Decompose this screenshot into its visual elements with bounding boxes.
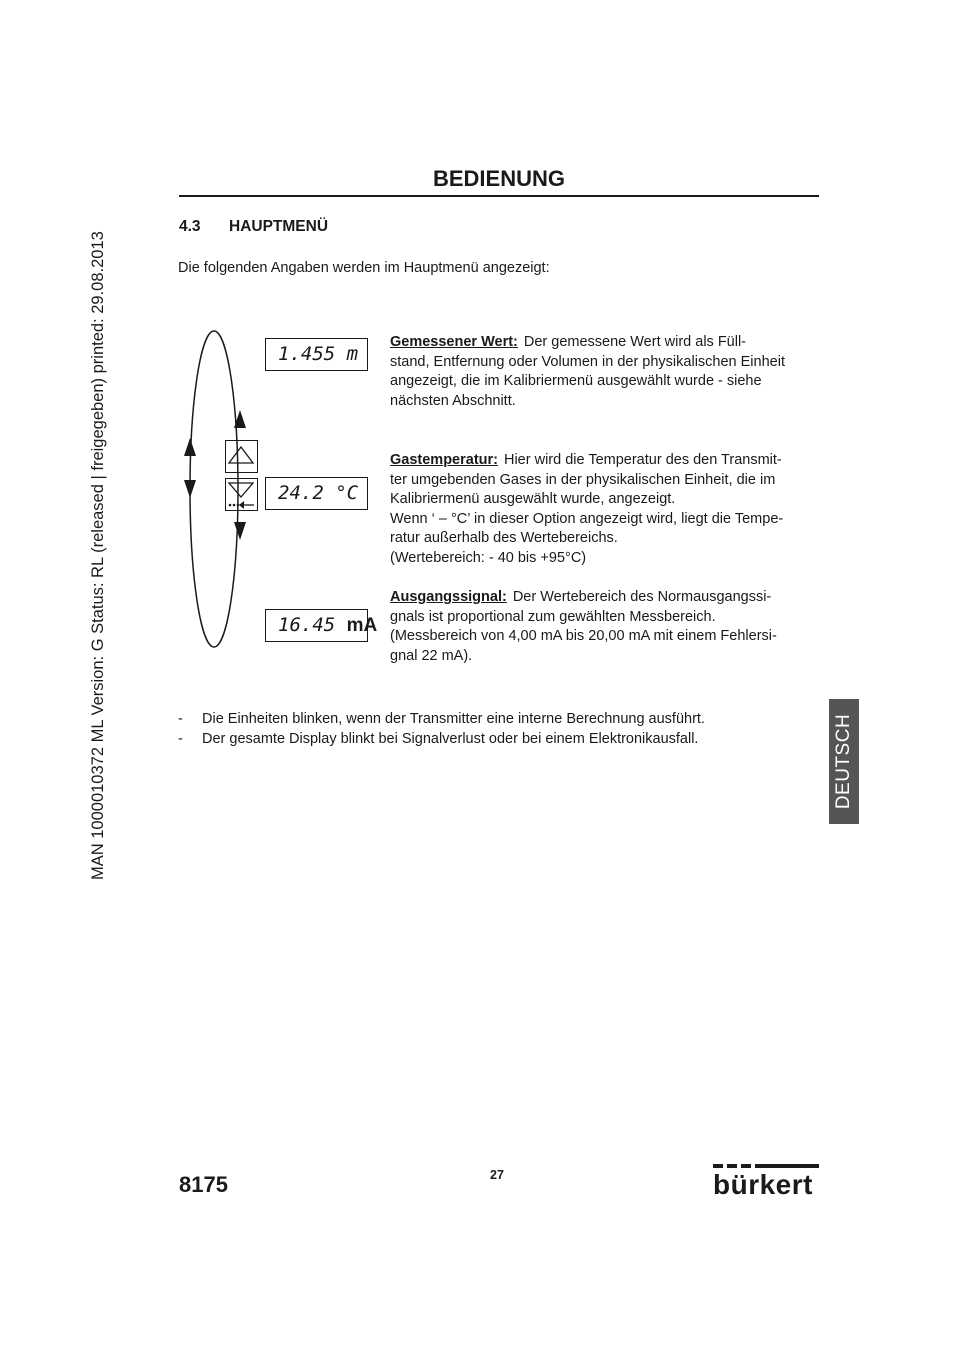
output-value: 16.45: [278, 614, 336, 636]
section-title: HAUPTMENÜ: [229, 218, 329, 235]
language-tab: [829, 699, 859, 824]
paragraph-output-signal: Ausgangssignal: Der Wertebereich des Normausgangssi- gnals ist proportional zum gewählten Messbereich. (Messbereich von 4,00 mA bis 20,00 mA mit einem Fehlersi- gnal 22 mA).: [390, 589, 777, 664]
display-measured-value: [265, 338, 368, 371]
loop-arrow-down-icon: [184, 480, 196, 498]
label-gas-temperature: Gastemperatur:: [390, 452, 498, 468]
display-output-signal: [265, 609, 378, 642]
label-measured-value: Gemessener Wert:: [390, 334, 518, 350]
document-meta-vertical: MAN 1000010372 ML Version: G Status: RL (released | freigegeben) printed: 29.08.2013: [89, 231, 107, 880]
up-button: [225, 440, 258, 473]
measured-unit: m: [346, 343, 359, 365]
language-tab-label: DEUTSCH: [833, 713, 854, 810]
list-item: - Die Einheiten blinken, wenn der Transmitter eine interne Berechnung ausführt.: [178, 711, 705, 727]
brand-logo: [713, 1164, 819, 1202]
loop-arrow-up-icon: [184, 438, 196, 456]
intro-text: Die folgenden Angaben werden im Hauptmenü angezeigt:: [178, 260, 550, 276]
section-number: 4.3: [179, 218, 201, 235]
brand-name: bürkert: [713, 1169, 813, 1200]
paragraph-measured-value: Gemessener Wert: Der gemessene Wert wird als Füll- stand, Entfernung oder Volumen in der physikalischen Einheit angezeigt, die im Kalibriermenü ausgewählt wurde - siehe nächsten Abschnitt.: [390, 334, 785, 409]
down-enter-button: [225, 478, 258, 511]
measured-value: 1.455: [278, 343, 336, 365]
temperature-value: 24.2: [278, 482, 324, 504]
page-number: 27: [490, 1168, 504, 1182]
section-heading: [179, 216, 328, 238]
triangle-up-icon: [226, 441, 256, 471]
heading-rule: [179, 195, 819, 197]
output-unit: mA: [346, 615, 378, 636]
list-item: - Der gesamte Display blinkt bei Signalverlust oder bei einem Elektronikausfall.: [178, 731, 699, 747]
notes-list: [178, 709, 705, 749]
paragraph-gas-temperature: Gastemperatur: Hier wird die Temperatur des den Transmit- ter umgebenden Gases in der physikalischen Einheit, die im Kalibriermenü ausgewählt wurde, angezeigt. Wenn ‘ – °C’ in dieser Option angezeigt wird, liegt die Tempe- ratur außerhalb des Wertebereichs. (Wertebereich: - 40 bis +95°C): [390, 452, 784, 566]
temperature-unit: °C: [335, 482, 359, 504]
label-output-signal: Ausgangssignal:: [390, 589, 507, 605]
page-heading: BEDIENUNG: [432, 166, 565, 191]
display-temperature: [265, 477, 368, 510]
triangle-down-enter-icon: [226, 479, 256, 509]
arrow-to-output-icon: [234, 522, 246, 540]
model-number: 8175: [179, 1172, 228, 1197]
